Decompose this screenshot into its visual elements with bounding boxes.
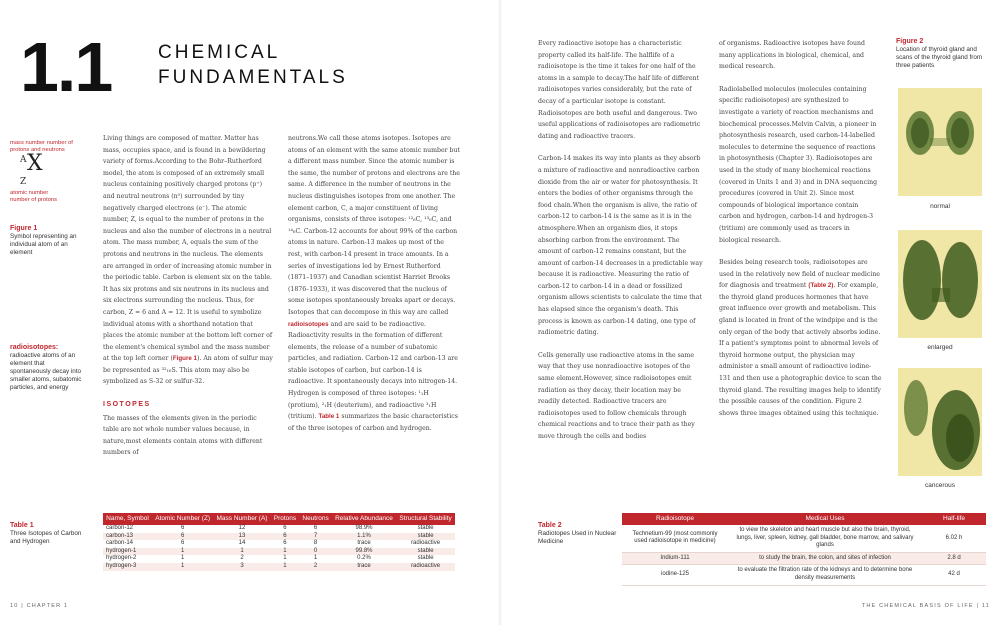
table2-caption	[538, 522, 618, 546]
table-row	[103, 525, 455, 533]
table-header: Protons	[271, 513, 300, 525]
table1	[103, 513, 455, 571]
table-cell: stable	[396, 548, 455, 556]
table2-link[interactable]: (Table 2)	[808, 282, 834, 290]
page-gutter	[498, 0, 502, 625]
notation-bottom-label: atomic number number of protons	[10, 190, 58, 203]
paragraph: Cells generally use radioactive atoms in the same way that they use nonradioactive isotopes of the same element.However, since radioisotopes emit radiation as they decay, their location may be readily detected. Radioactive tracers are radioisotopes used to follow chemicals through chemical reactions and to trace their path as they move through the cells and bodies	[538, 351, 695, 440]
thyroid-scan-enlarged	[898, 230, 982, 338]
chapter-title	[158, 40, 348, 90]
figure1-caption	[10, 225, 85, 257]
table-cell: carbon-12	[103, 525, 152, 533]
text-run: Besides being research tools, radioisotopes are used in the relatively new field of nuclear medicine for diagnosis and treatment	[719, 259, 880, 290]
right-column-1	[538, 38, 703, 454]
scan-label-enlarged: enlarged	[927, 344, 953, 351]
table-cell: 13	[213, 533, 270, 541]
table-cell: 8	[299, 540, 332, 548]
table-cell: 0	[299, 548, 332, 556]
table-cell: hydrogen-3	[103, 563, 152, 571]
table-cell: 7	[299, 533, 332, 541]
table-cell: carbon-13	[103, 533, 152, 541]
paragraph	[288, 133, 460, 434]
table-cell: to evaluate the filtration rate of the kidneys and to determine bone density measurements	[728, 565, 922, 585]
table-row	[622, 525, 986, 552]
right-column-2	[719, 38, 882, 430]
chapter-number: 1.1	[20, 28, 112, 106]
table-cell: 6	[152, 540, 213, 548]
table-cell: stable	[396, 525, 455, 533]
table-cell: to study the brain, the colon, and sites of infection	[728, 552, 922, 565]
table-row	[103, 540, 455, 548]
table-cell: 6	[299, 525, 332, 533]
table-cell: radioactive	[396, 540, 455, 548]
table-cell: 0.2%	[332, 555, 396, 563]
table-cell: 12	[213, 525, 270, 533]
figure1-label: Figure 1	[10, 225, 38, 232]
paragraph	[103, 133, 273, 388]
table1-header-row	[103, 513, 455, 525]
table-cell: 2	[213, 555, 270, 563]
table-row	[103, 555, 455, 563]
paragraph: of organisms. Radioactive isotopes have found many applications in biological, chemical, and medical research.	[719, 40, 865, 71]
table-cell: 1	[152, 548, 213, 556]
table2-text: Radiotopes Used in Nuclear Medicine	[538, 530, 617, 545]
table1-caption	[10, 522, 90, 546]
table-header: Radioisotope	[622, 513, 728, 525]
table-row	[622, 552, 986, 565]
notation-sub: Z	[20, 177, 27, 187]
thyroid-scan-normal	[898, 88, 982, 196]
table-cell: radioactive	[396, 563, 455, 571]
table-header: Half-life	[922, 513, 986, 525]
chapter-title-line2: FUNDAMENTALS	[158, 67, 348, 88]
table-cell: trace	[332, 563, 396, 571]
text-run: ). An atom of sulfur may be represented as ³²₁₆S. This atom may also be symbolized as S-32 or sulfur-32.	[103, 355, 273, 386]
scan-enlarged-image	[898, 230, 982, 338]
table2	[622, 513, 986, 586]
table-header: Relative Abundance	[332, 513, 396, 525]
notation-figure	[10, 140, 85, 204]
table-cell: 1	[213, 548, 270, 556]
table1-link[interactable]: Table 1	[318, 413, 340, 421]
table-header: Neutrons	[299, 513, 332, 525]
text-run: summarizes the basic characteristics of the three isotopes of carbon and hydrogen.	[288, 413, 458, 432]
left-column-2	[288, 133, 460, 445]
isotopes-heading: ISOTOPES	[103, 401, 151, 409]
notation-top-label: mass number number of protons and neutrons	[10, 140, 73, 153]
table-cell: carbon-14	[103, 540, 152, 548]
text-run: . For example, the thyroid gland produces hormones that have great influence over growth and metabolism. This gland is located in front of the windpipe and is the only organ of the body that actively absorbs iodine. If a patient's symptoms point to abnormal levels of thyroid hormone output, the physician may administer a small amount of radioactive iodine-131 and then use a photographic device to scan the thyroid gland. The resulting images help to identify the possible causes of the condition. Figure 2 shows three images obtained using this technique.	[719, 282, 882, 417]
table-cell: 6	[152, 533, 213, 541]
text-run: neutrons.We call these atoms isotopes. Isotopes are atoms of an element with the same atomic number but a different mass number. Since the atomic number is the same, the number of protons and electrons are the same. A difference in the number of neutrons in the nucleus distinguishes isotopes from one another. The element carbon, C, a major constituent of living organisms, consists of three isotopes: ¹²₆C, ¹³₆C, and ¹⁴₆C. Carbon-12 accounts for about 99% of the carbon atoms in nature. Carbon-13 makes up most of the rest, with carbon-14 present in trace amounts. In a series of investigations led by Ernest Rutherford (1871–1937) and Canadian scientist Harriet Brooks (1876–1933), it was discovered that the nucleus of some isotopes spontaneously breaks apart or decays. Isotopes that can decompose in this way are called	[288, 135, 460, 316]
scan-label-cancerous: cancerous	[925, 482, 955, 489]
table-cell: 3	[213, 563, 270, 571]
paragraph: Every radioactive isotope has a characteristic property called its half-life. The halflife of a radioisotope is the time it takes for one half of the atoms in a sample to decay.The half life of different radioisotopes varies considerably, but the rate of decay of a particular isotope is constant. Radioisotopes are both useful and dangerous. Two useful applications of radioisotopes are radiometric dating and radioactive tracers.	[538, 40, 701, 140]
table-cell: 2	[299, 563, 332, 571]
glossary-note	[10, 344, 85, 392]
glossary-term: radioisotopes:	[10, 344, 59, 351]
notation-sup: A	[20, 155, 27, 165]
table-header: Name, Symbol	[103, 513, 152, 525]
table-cell: 6	[152, 525, 213, 533]
chapter-title-line1: CHEMICAL	[158, 42, 281, 63]
table-cell: Technetium-99 (most commonly used radioisotope in medicine)	[622, 525, 728, 552]
table-cell: to view the skeleton and heart muscle but also the brain, thyroid, lungs, liver, spleen, kidney, gall bladder, bone marrow, and salivary glands	[728, 525, 922, 552]
table-cell: trace	[332, 540, 396, 548]
table1-text: Three Isotopes of Carbon and Hydrogen	[10, 530, 82, 545]
table-cell: 1	[152, 563, 213, 571]
table2-label: Table 2	[538, 522, 562, 529]
table-cell: 14	[213, 540, 270, 548]
table-cell: stable	[396, 555, 455, 563]
table-row	[103, 563, 455, 571]
table-cell: 1	[299, 555, 332, 563]
table-cell: 6.02 h	[922, 525, 986, 552]
text-run: and are said to be radioactive. Radioactivity results in the formation of different elements, the release of a number of subatomic particles, and radiation. Carbon-12 and carbon-13 are stable isotopes of carbon, but carbon-14 is radioactive. It spontaneously decays into nitrogen-14. Hydrogen is composed of three isotopes: ¹₁H (protium), ²₁H (deuterium), and radioactive ³₁H (tritium).	[288, 320, 458, 421]
table-cell: 1	[271, 563, 300, 571]
table1-label: Table 1	[10, 522, 34, 529]
table-header: Medical Uses	[728, 513, 922, 525]
scan-cancerous-image	[898, 368, 982, 476]
table-cell: stable	[396, 533, 455, 541]
left-column-1	[103, 133, 273, 470]
paragraph: Carbon-14 makes its way into plants as they absorb a mixture of radioactive and nonradioactive carbon dioxide from the air or water for photosynthesis. It enters the bodies of other organisms through the food chain.When the organism is alive, the ratio of carbon-12 to carbon-14 is the same as it is in the atmosphere.When an organism dies, it stops absorbing carbon from the environment. The amount of carbon-12 remains constant, but the amount of carbon-14 decreases in a predictable way because it is radioactive. Measuring the ratio of carbon-12 to carbon-14 in a dead or fossilized organism allows scientists to calculate the time that has elapsed since the organism's death. This process is known as carbon-14 dating, one type of radiometric dating.	[538, 155, 703, 337]
table-cell: 98.9%	[332, 525, 396, 533]
figure1-link[interactable]: Figure 1	[172, 355, 197, 363]
table-cell: Indium-111	[622, 552, 728, 565]
table2-header-row	[622, 513, 986, 525]
table-cell: 6	[271, 533, 300, 541]
table-cell: 6	[271, 525, 300, 533]
table-cell: hydrogen-1	[103, 548, 152, 556]
figure2-text: Location of thyroid gland and scans of the thyroid gland from three patients	[896, 46, 983, 69]
atom-symbol	[10, 151, 85, 190]
scan-normal-image	[898, 88, 982, 196]
table-cell: iodine-125	[622, 565, 728, 585]
thyroid-scan-cancerous	[898, 368, 982, 476]
right-footer: THE CHEMICAL BASIS OF LIFE | 11	[861, 603, 990, 609]
table-header: Structural Stability	[396, 513, 455, 525]
paragraph: Radiolabelled molecules (molecules containing specific radioisotopes) are synthesized to investigate a variety of reaction mechanisms and biochemical processes.Melvin Calvin, a pioneer in photosynthesis research, used carbon-14-labelled molecules to determine the sequence of reactions in photosynthesis (Chapter 3). Radioisotopes are used in the study of many biochemical reactions (covered in Units 1 and 3) and in DNA sequencing procedures (covered in Unit 2). Since most compounds of biological importance contain carbon and hydrogen, carbon-14 and hydrogen-3 (tritium) are commonly used as tracers in biological research.	[719, 85, 878, 244]
table-row	[103, 548, 455, 556]
glossary-definition: radioactive atoms of an element that spontaneously decay into smaller atoms, subatomic particles, and energy	[10, 352, 82, 391]
table-cell: 6	[271, 540, 300, 548]
figure1-text: Symbol representing an individual atom of an element	[10, 233, 77, 256]
notation-symbol: X	[27, 151, 43, 176]
left-footer: 10 | CHAPTER 1	[10, 603, 69, 609]
table-header: Atomic Number (Z)	[152, 513, 213, 525]
text-run: Living things are composed of matter. Matter has mass, occupies space, and is found in a bewildering variety of forms.According to the Bohr–Rutherford model, the atom is composed of an extremely small nucleus containing positively charged protons (p⁺) and neutral neutrons (n⁰) surrounded by tiny negatively charged electrons (e⁻). The atomic number, Z, is equal to the number of protons in the nucleus and also the number of electrons in a neutral atom. The mass number, A, equals the sum of the protons and neutrons in the nucleus. The elements are arranged in order of increasing atomic number in the periodic table. Carbon is element six on the table. It has six protons and six neutrons in its nucleus and six electrons surrounding the nucleus. Thus, for carbon, Z = 6 and A = 12. It is useful to symbolize individual atoms with a shorthand notation that places the atomic number at the bottom left corner of the element's chemical symbol and the mass number at the top left corner (	[103, 135, 273, 363]
paragraph	[719, 257, 882, 419]
table-cell: 1.1%	[332, 533, 396, 541]
table-cell: 1	[271, 555, 300, 563]
figure2-caption	[896, 38, 988, 70]
table-cell: 1	[152, 555, 213, 563]
table-cell: 1	[271, 548, 300, 556]
table-cell: 99.8%	[332, 548, 396, 556]
table-cell: 42 d	[922, 565, 986, 585]
scan-label-normal: normal	[930, 203, 950, 210]
table-header: Mass Number (A)	[213, 513, 270, 525]
radioisotopes-term[interactable]: radioisotopes	[288, 320, 329, 328]
paragraph: The masses of the elements given in the periodic table are not whole number values because, in nature,most elements contain atoms with different numbers of	[103, 414, 263, 457]
figure2-label: Figure 2	[896, 38, 924, 45]
table-row	[103, 533, 455, 541]
table-cell: 2.8 d	[922, 552, 986, 565]
table-row	[622, 565, 986, 585]
table-cell: hydrogen-2	[103, 555, 152, 563]
